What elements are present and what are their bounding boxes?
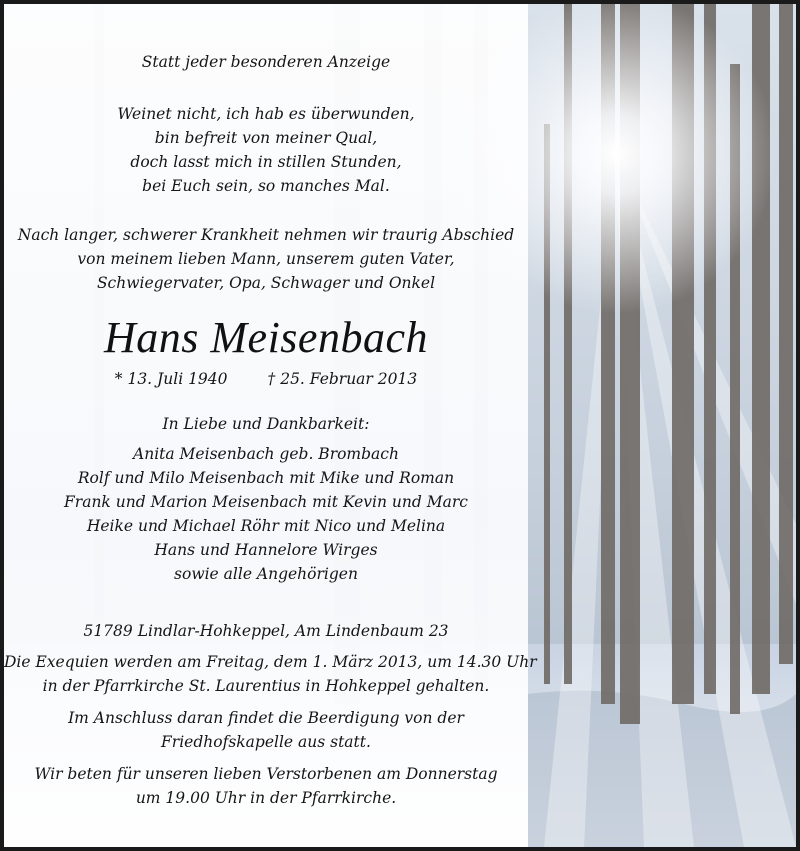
announcement-line: Nach langer, schwerer Krankheit nehmen wir traurig Abschied <box>17 226 515 244</box>
mourners-list <box>4 442 528 586</box>
intro-line: Statt jeder besonderen Anzeige <box>141 53 391 71</box>
announcement <box>4 223 528 295</box>
mourner-line: Anita Meisenbach geb. Brombach <box>133 445 399 463</box>
mourner-line: Frank und Marion Meisenbach mit Kevin und Marc <box>64 493 468 511</box>
birth-date: * 13. Juli 1940 <box>114 370 228 388</box>
service-line: in der Pfarrkirche St. Laurentius in Hohkeppel gehalten. <box>42 677 490 695</box>
poem-line: bei Euch sein, so manches Mal. <box>142 177 390 195</box>
poem-line: doch lasst mich in stillen Stunden, <box>130 153 402 171</box>
mourner-line: Rolf und Milo Meisenbach mit Mike und Roman <box>77 469 455 487</box>
death-date: † 25. Februar 2013 <box>267 370 418 388</box>
burial-line: Im Anschluss daran findet die Beerdigung von der <box>68 709 464 727</box>
poem <box>4 102 528 198</box>
deceased-name: Hans Meisenbach <box>104 313 428 362</box>
prayer-info <box>4 762 528 810</box>
poem-line: bin befreit von meiner Qual, <box>154 129 378 147</box>
poem-line: Weinet nicht, ich hab es überwunden, <box>117 105 415 123</box>
prayer-line: um 19.00 Uhr in der Pfarrkirche. <box>135 789 397 807</box>
mourner-line: sowie alle Angehörigen <box>174 565 358 583</box>
obituary-text <box>4 4 537 847</box>
mourners-heading: In Liebe und Dankbarkeit: <box>162 415 370 433</box>
obituary-card <box>4 4 796 847</box>
service-line: Die Exequien werden am Freitag, dem 1. März 2013, um 14.30 Uhr <box>4 653 537 671</box>
address-line: 51789 Lindlar-Hohkeppel, Am Lindenbaum 23 <box>83 622 449 640</box>
mourner-line: Hans und Hannelore Wirges <box>154 541 378 559</box>
announcement-line: von meinem lieben Mann, unserem guten Vater, <box>77 250 455 268</box>
announcement-line: Schwiegervater, Opa, Schwager und Onkel <box>96 274 436 292</box>
burial-line: Friedhofskapelle aus statt. <box>161 733 371 751</box>
prayer-line: Wir beten für unseren lieben Verstorbenen am Donnerstag <box>34 765 498 783</box>
mourner-line: Heike und Michael Röhr mit Nico und Melina <box>86 517 446 535</box>
life-dates <box>4 367 528 391</box>
burial-info <box>4 706 528 754</box>
service-info <box>4 650 537 698</box>
